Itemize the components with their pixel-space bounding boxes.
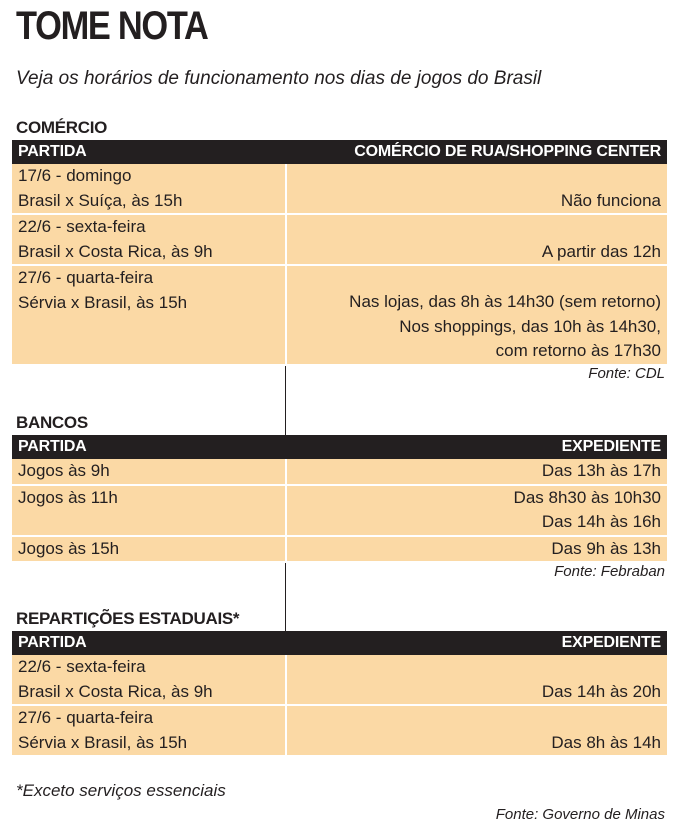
cell-horario <box>286 214 667 265</box>
table-row <box>12 655 667 705</box>
cell-horario <box>286 265 667 365</box>
cell-line: Nos shoppings, das 10h às 14h30, <box>399 316 661 336</box>
table-bancos <box>12 435 667 563</box>
column-header-expediente: EXPEDIENTE <box>286 435 667 459</box>
table-header-row <box>12 631 667 655</box>
cell-line: Brasil x Suíça, às 15h <box>18 190 183 210</box>
source-febraban: Fonte: Febraban <box>554 563 665 580</box>
column-header-comercio: COMÉRCIO DE RUA/SHOPPING CENTER <box>286 140 667 164</box>
section-title-reparticoes: REPARTIÇÕES ESTADUAIS* <box>16 609 240 628</box>
cell-partida <box>12 265 286 365</box>
table-row <box>12 705 667 756</box>
cell-line: Sérvia x Brasil, às 15h <box>18 732 188 752</box>
cell-partida <box>12 536 286 563</box>
section-title-bancos: BANCOS <box>16 413 88 432</box>
cell-line: Das 14h às 20h <box>541 681 661 701</box>
cell-line: Jogos às 11h <box>18 487 118 507</box>
cell-line: 22/6 - sexta-feira <box>18 217 146 236</box>
table-row <box>12 164 667 214</box>
cell-line: Das 9h às 13h <box>551 538 661 558</box>
cell-line: Jogos às 9h <box>18 461 110 480</box>
section-title-comercio: COMÉRCIO <box>16 118 108 137</box>
page-title: TOME NOTA <box>16 4 208 48</box>
page-subtitle: Veja os horários de funcionamento nos dias de jogos do Brasil <box>16 68 542 89</box>
cell-partida <box>12 459 286 485</box>
column-header-partida: PARTIDA <box>12 435 286 459</box>
table-row <box>12 214 667 265</box>
cell-line: 27/6 - quarta-feira <box>18 268 154 287</box>
column-header-partida: PARTIDA <box>12 631 286 655</box>
cell-line: Não funciona <box>560 190 661 210</box>
column-header-expediente: EXPEDIENTE <box>286 631 667 655</box>
cell-partida <box>12 214 286 265</box>
table-row <box>12 536 667 563</box>
cell-expediente <box>286 485 667 536</box>
cell-expediente <box>286 459 667 485</box>
footnote: *Exceto serviços essenciais <box>16 781 226 800</box>
table-row <box>12 265 667 365</box>
cell-line: Brasil x Costa Rica, às 9h <box>18 241 213 261</box>
source-governo-minas: Fonte: Governo de Minas <box>495 806 665 823</box>
table-header-row <box>12 140 667 164</box>
cell-line: A partir das 12h <box>541 241 661 261</box>
table-header-row <box>12 435 667 459</box>
cell-line: Brasil x Costa Rica, às 9h <box>18 681 213 701</box>
cell-partida <box>12 655 286 705</box>
cell-line: Das 8h30 às 10h30 <box>513 487 661 507</box>
cell-line: Das 14h às 16h <box>541 512 661 531</box>
cell-line: Sérvia x Brasil, às 15h <box>18 292 188 312</box>
cell-line: Nas lojas, das 8h às 14h30 (sem retorno) <box>349 292 661 311</box>
column-header-partida: PARTIDA <box>12 140 286 164</box>
cell-partida <box>12 705 286 756</box>
table-row <box>12 485 667 536</box>
cell-expediente <box>286 655 667 705</box>
cell-line: 17/6 - domingo <box>18 166 132 185</box>
table-comercio <box>12 140 667 366</box>
cell-horario <box>286 164 667 214</box>
cell-partida <box>12 485 286 536</box>
cell-line: 27/6 - quarta-feira <box>18 708 154 727</box>
cell-expediente <box>286 536 667 563</box>
table-row <box>12 459 667 485</box>
source-cdl: Fonte: CDL <box>588 365 665 382</box>
cell-line: 22/6 - sexta-feira <box>18 657 146 676</box>
cell-line: Das 13h às 17h <box>541 461 661 480</box>
cell-line: com retorno às 17h30 <box>495 341 661 360</box>
cell-expediente <box>286 705 667 756</box>
cell-line: Jogos às 15h <box>18 538 120 558</box>
cell-partida <box>12 164 286 214</box>
cell-line: Das 8h às 14h <box>551 732 661 752</box>
table-reparticoes <box>12 631 667 757</box>
